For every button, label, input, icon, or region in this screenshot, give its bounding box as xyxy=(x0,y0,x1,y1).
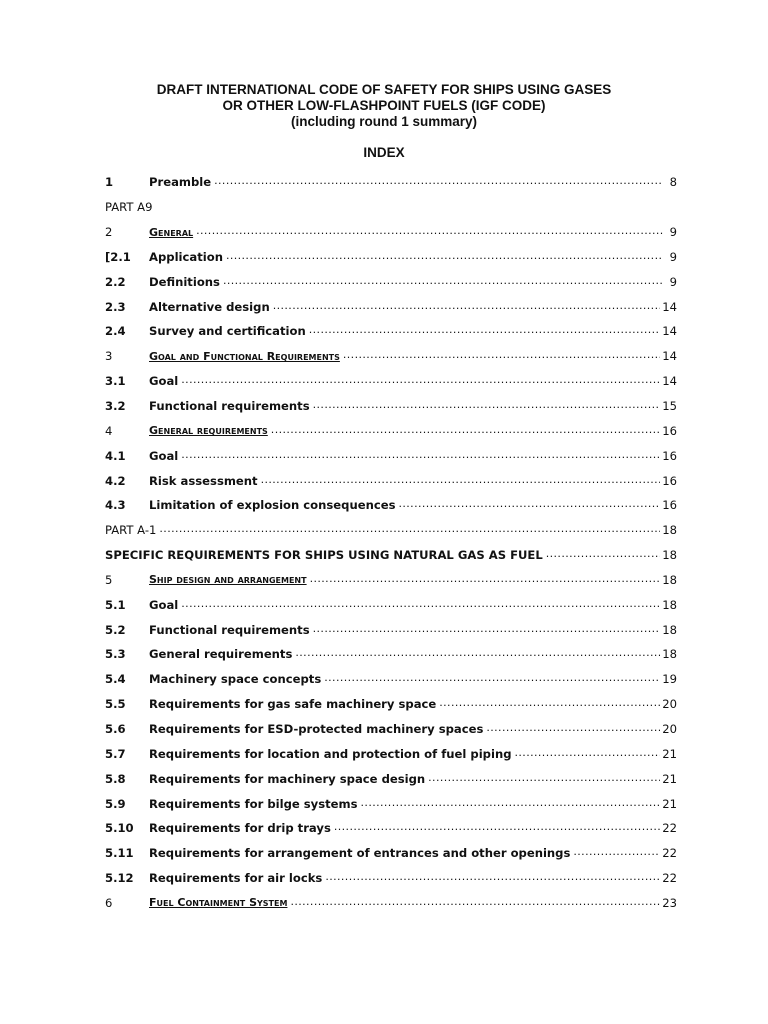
toc-entry[interactable] xyxy=(105,592,677,617)
toc-entry-title: Alternative design xyxy=(149,299,270,314)
toc-entry-title: General xyxy=(149,225,194,239)
toc-dot-leader xyxy=(196,225,663,239)
toc-entry-page-number: 23 xyxy=(662,895,677,910)
toc-entry-page-number: 21 xyxy=(662,746,677,761)
toc-entry[interactable] xyxy=(105,344,677,369)
toc-entry-title: Requirements for gas safe machinery space xyxy=(149,697,437,712)
toc-entry-number: 5.8 xyxy=(105,771,126,786)
toc-entry[interactable] xyxy=(105,816,677,841)
title-line-2: OR OTHER LOW-FLASHPOINT FUELS (IGF CODE) xyxy=(222,98,546,113)
toc-entry-title: Machinery space concepts xyxy=(149,672,322,687)
toc-entry-page-number: 14 xyxy=(662,299,677,314)
toc-entry-number: 5.7 xyxy=(105,746,126,761)
index-heading: INDEX xyxy=(363,145,405,160)
toc-entry-page-number: 18 xyxy=(662,548,677,563)
toc-entry[interactable] xyxy=(105,369,677,394)
toc-entry[interactable] xyxy=(105,717,677,742)
toc-dot-leader xyxy=(324,672,660,686)
toc-dot-leader xyxy=(223,275,663,289)
toc-dot-leader xyxy=(313,399,661,413)
toc-entry-title: Requirements for location and protection of fuel piping xyxy=(149,746,512,761)
toc-entry[interactable] xyxy=(105,170,677,195)
toc-entry-page-number: 16 xyxy=(662,473,677,488)
toc-entry-page-number: 16 xyxy=(662,423,677,438)
toc-dot-leader xyxy=(439,697,660,711)
toc-entry[interactable] xyxy=(105,766,677,791)
toc-entry-page-number: 21 xyxy=(662,796,677,811)
toc-dot-leader xyxy=(295,647,660,661)
toc-entry[interactable] xyxy=(105,617,677,642)
toc-entry-number: 2.4 xyxy=(105,324,126,339)
toc-entry-page-number: 19 xyxy=(662,672,677,687)
toc-dot-leader xyxy=(271,424,660,438)
toc-entry-title: Requirements for drip trays xyxy=(149,821,331,836)
toc-entry-number: 5.10 xyxy=(105,821,134,836)
toc-entry-title: Survey and certification xyxy=(149,324,306,339)
toc-entry-number: 5.12 xyxy=(105,871,134,886)
toc-entry-title: Requirements for air locks xyxy=(149,871,323,886)
toc-entry-page-number: 14 xyxy=(662,374,677,389)
toc-entry-title: Requirements for bilge systems xyxy=(149,796,358,811)
toc-dot-leader xyxy=(181,449,660,463)
toc-entry-page-number: 18 xyxy=(662,597,677,612)
toc-entry-number: 3.1 xyxy=(105,374,126,389)
toc-entry[interactable] xyxy=(105,692,677,717)
toc-entry-number: 6 xyxy=(105,895,113,910)
toc-entry-page-number: 18 xyxy=(662,622,677,637)
toc-entry[interactable] xyxy=(105,294,677,319)
toc-entry-page-number: 9 xyxy=(669,249,677,264)
toc-dot-leader xyxy=(290,896,660,910)
toc-entry-title: General requirements xyxy=(149,424,268,438)
toc-entry-page-number: 21 xyxy=(662,771,677,786)
toc-entry[interactable] xyxy=(105,518,677,543)
toc-entry-number: 3.2 xyxy=(105,399,126,414)
toc-entry-number: 3 xyxy=(105,349,113,364)
toc-dot-leader xyxy=(334,821,660,835)
toc-entry-title: Requirements for machinery space design xyxy=(149,771,426,786)
document-title xyxy=(0,82,768,130)
toc-dot-leader xyxy=(325,871,660,885)
toc-entry-title: PART A9 xyxy=(105,200,153,215)
toc-entry[interactable] xyxy=(105,394,677,419)
toc-entry[interactable] xyxy=(105,568,677,593)
toc-dot-leader xyxy=(428,772,660,786)
toc-entry-title: Goal xyxy=(149,374,179,389)
toc-entry-number: 5.4 xyxy=(105,672,126,687)
toc-entry[interactable] xyxy=(105,667,677,692)
toc-entry-number: 4.2 xyxy=(105,473,126,488)
toc-dot-leader xyxy=(261,474,661,488)
toc-entry-title: Requirements for arrangement of entrances and other openings xyxy=(149,846,571,861)
toc-entry-page-number: 9 xyxy=(669,274,677,289)
toc-entry[interactable] xyxy=(105,245,677,270)
toc-entry-number: 4 xyxy=(105,423,113,438)
toc-entry-number: 4.3 xyxy=(105,498,126,513)
toc-entry-page-number: 22 xyxy=(662,871,677,886)
toc-entry-title: Risk assessment xyxy=(149,473,258,488)
toc-entry-title: General requirements xyxy=(149,647,293,662)
toc-entry-number: 5.9 xyxy=(105,796,126,811)
toc-entry-title: PART A-1 xyxy=(105,523,157,538)
toc-entry-title: Ship design and arrangement xyxy=(149,573,307,587)
toc-entry-title: Application xyxy=(149,249,223,264)
toc-entry-number: 2 xyxy=(105,225,113,240)
toc-dot-leader xyxy=(181,598,660,612)
toc-entry[interactable] xyxy=(105,791,677,816)
toc-entry-number: 2.3 xyxy=(105,299,126,314)
toc-dot-leader xyxy=(573,846,660,860)
toc-entry-title: Goal xyxy=(149,597,179,612)
toc-entry-number: 5.11 xyxy=(105,846,134,861)
toc-entry-number: 5.6 xyxy=(105,721,126,736)
toc-dot-leader xyxy=(309,324,660,338)
toc-entry-page-number: 22 xyxy=(662,821,677,836)
toc-dot-leader xyxy=(361,797,661,811)
toc-entry-page-number: 18 xyxy=(662,572,677,587)
toc-entry-title: Fuel Containment System xyxy=(149,896,288,910)
toc-entry-title: Goal xyxy=(149,448,179,463)
title-line-3: (including round 1 summary) xyxy=(290,114,477,129)
toc-entry[interactable] xyxy=(105,269,677,294)
toc-dot-leader xyxy=(313,623,661,637)
toc-dot-leader xyxy=(486,722,660,736)
toc-entry-page-number: 16 xyxy=(662,498,677,513)
table-of-contents xyxy=(105,170,677,915)
title-line-1: DRAFT INTERNATIONAL CODE OF SAFETY FOR SHIPS USING GASES xyxy=(156,82,612,97)
toc-entry-page-number: 14 xyxy=(662,324,677,339)
toc-entry[interactable] xyxy=(105,642,677,667)
toc-entry-title: Functional requirements xyxy=(149,622,310,637)
toc-entry-page-number: 18 xyxy=(662,647,677,662)
toc-entry[interactable] xyxy=(105,741,677,766)
toc-entry-title: Definitions xyxy=(149,274,220,289)
toc-entry-title: Functional requirements xyxy=(149,399,310,414)
toc-entry-number: [2.1 xyxy=(105,249,131,264)
toc-entry-title: Requirements for ESD-protected machinery spaces xyxy=(149,721,484,736)
toc-entry-page-number: 20 xyxy=(662,721,677,736)
toc-entry[interactable] xyxy=(105,443,677,468)
toc-entry-title: SPECIFIC REQUIREMENTS FOR SHIPS USING NATURAL GAS AS FUEL xyxy=(105,548,543,563)
toc-entry[interactable] xyxy=(105,890,677,915)
toc-dot-leader xyxy=(159,523,660,537)
toc-dot-leader xyxy=(546,548,661,562)
toc-entry[interactable] xyxy=(105,841,677,866)
toc-dot-leader xyxy=(343,349,660,363)
toc-entry-title: Goal and Functional Requirements xyxy=(149,349,340,363)
toc-dot-leader xyxy=(226,250,663,264)
toc-entry-page-number: 16 xyxy=(662,448,677,463)
toc-entry[interactable] xyxy=(105,319,677,344)
toc-entry[interactable] xyxy=(105,468,677,493)
toc-entry-page-number: 18 xyxy=(662,523,677,538)
toc-dot-leader xyxy=(515,747,661,761)
toc-entry[interactable] xyxy=(105,866,677,891)
toc-entry-number: 5.3 xyxy=(105,647,126,662)
toc-entry-page-number: 22 xyxy=(662,846,677,861)
toc-entry[interactable] xyxy=(105,418,677,443)
toc-entry[interactable] xyxy=(105,220,677,245)
toc-entry-page-number: 14 xyxy=(662,349,677,364)
toc-entry-number: 1 xyxy=(105,175,114,190)
toc-dot-leader xyxy=(181,374,660,388)
toc-entry-number: 5.5 xyxy=(105,697,126,712)
toc-entry-page-number: 20 xyxy=(662,697,677,712)
toc-entry-page-number: 9 xyxy=(669,225,677,240)
toc-entry[interactable] xyxy=(105,543,677,568)
toc-entry-page-number: 8 xyxy=(669,175,677,190)
toc-dot-leader xyxy=(398,498,660,512)
toc-dot-leader xyxy=(214,175,663,189)
toc-entry-number: 2.2 xyxy=(105,274,126,289)
toc-entry[interactable] xyxy=(105,195,677,220)
toc-entry-title: Preamble xyxy=(149,175,212,190)
toc-entry[interactable] xyxy=(105,493,677,518)
toc-entry-page-number: 15 xyxy=(662,399,677,414)
toc-entry-number: 4.1 xyxy=(105,448,126,463)
toc-entry-number: 5 xyxy=(105,572,113,587)
toc-dot-leader xyxy=(273,300,661,314)
toc-entry-number: 5.1 xyxy=(105,597,126,612)
toc-entry-title: Limitation of explosion consequences xyxy=(149,498,396,513)
toc-entry-number: 5.2 xyxy=(105,622,126,637)
toc-dot-leader xyxy=(310,573,661,587)
